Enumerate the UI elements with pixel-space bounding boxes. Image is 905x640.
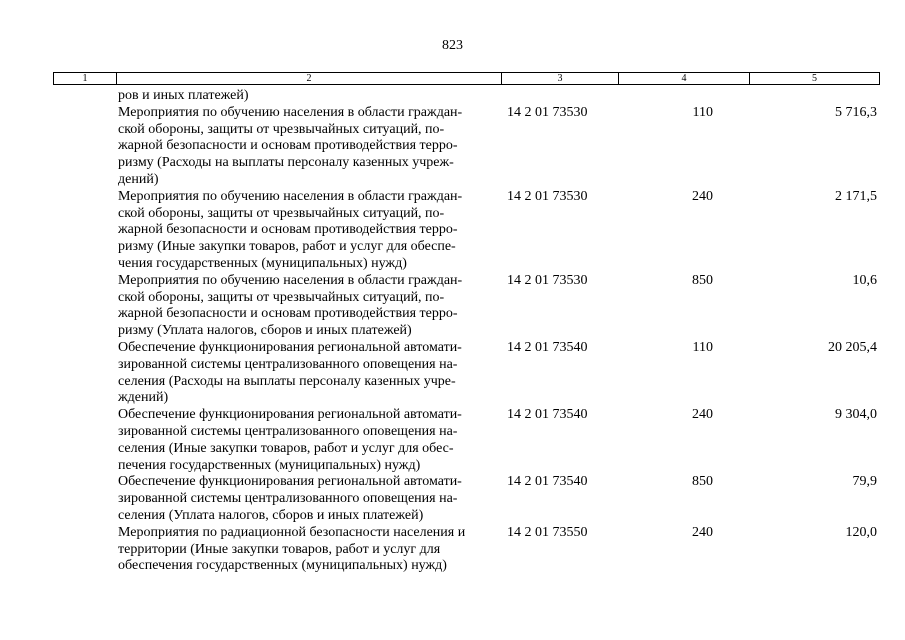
table-row <box>118 273 880 340</box>
table-row <box>118 105 880 189</box>
row-code <box>500 88 618 105</box>
table-row <box>118 407 880 474</box>
column-header-3: 3 <box>501 73 618 84</box>
row-description: Мероприятия по обучению населения в области граждан- ской обороны, защиты от чрезвычайных ситуаций, по- жарной безопасности и основам противодействия терро- ризму (Иные закупки товаров, работ и услуг для обеспе- чения государственных (муниципальных) нужд) <box>118 188 463 271</box>
row-code: 14 2 01 73530 <box>507 272 588 288</box>
row-amount: 9 304,0 <box>835 407 877 423</box>
row-description: Обеспечение функционирования региональной автомати- зированной системы централизованного оповещения на- селения (Расходы на выплаты персоналу казенных учре- ждений) <box>118 339 462 406</box>
table-row <box>118 189 880 273</box>
table-body <box>118 88 880 575</box>
row-expense-type: 110 <box>692 339 713 355</box>
row-code: 14 2 01 73540 <box>507 474 588 490</box>
row-expense-type: 240 <box>692 188 713 204</box>
row-expense-type <box>618 88 713 105</box>
table-row <box>118 88 880 105</box>
column-header-1: 1 <box>82 73 88 84</box>
row-description: Мероприятия по обучению населения в области граждан- ской обороны, защиты от чрезвычайных ситуаций, по- жарной безопасности и основам противодействия терро- ризму (Расходы на выплаты персоналу казенных учреж- дений) <box>118 104 463 187</box>
table-row <box>118 474 880 524</box>
row-amount: 5 716,3 <box>835 104 877 120</box>
column-header-4: 4 <box>618 73 749 84</box>
row-description: Мероприятия по радиационной безопасности населения и территории (Иные закупки товаров, работ и услуг для обеспечения государственных (муниципальных) нужд) <box>118 524 466 574</box>
table-header <box>53 72 880 85</box>
row-amount: 79,9 <box>852 474 877 490</box>
row-expense-type: 850 <box>692 474 713 490</box>
row-description: Обеспечение функционирования региональной автомати- зированной системы централизованного оповещения на- селения (Уплата налогов, сборов и иных платежей) <box>118 474 462 523</box>
row-amount: 2 171,5 <box>835 188 877 204</box>
table-row <box>118 340 880 407</box>
page-number: 823 <box>442 38 463 53</box>
row-code: 14 2 01 73540 <box>507 339 588 355</box>
row-expense-type: 110 <box>692 104 713 120</box>
row-expense-type: 240 <box>692 524 713 540</box>
row-description: ров и иных платежей) <box>118 88 249 103</box>
row-amount: 120,0 <box>845 524 877 540</box>
row-amount <box>713 88 880 105</box>
row-code: 14 2 01 73540 <box>507 407 588 423</box>
column-header-5: 5 <box>749 73 879 84</box>
row-description: Мероприятия по обучению населения в области граждан- ской обороны, защиты от чрезвычайных ситуаций, по- жарной безопасности и основам противодействия терро- ризму (Уплата налогов, сборов и иных платежей) <box>118 272 463 339</box>
column-header-2: 2 <box>116 73 501 84</box>
row-code: 14 2 01 73530 <box>507 188 588 204</box>
row-expense-type: 240 <box>692 407 713 423</box>
row-description: Обеспечение функционирования региональной автомати- зированной системы централизованного оповещения на- селения (Иные закупки товаров, работ и услуг для обес- печения государственных (муниципальных) нужд) <box>118 407 462 473</box>
row-amount: 20 205,4 <box>828 339 877 355</box>
row-amount: 10,6 <box>852 272 877 288</box>
row-code: 14 2 01 73550 <box>507 524 588 540</box>
row-expense-type: 850 <box>692 272 713 288</box>
row-code: 14 2 01 73530 <box>507 104 588 120</box>
table-row <box>118 525 880 575</box>
